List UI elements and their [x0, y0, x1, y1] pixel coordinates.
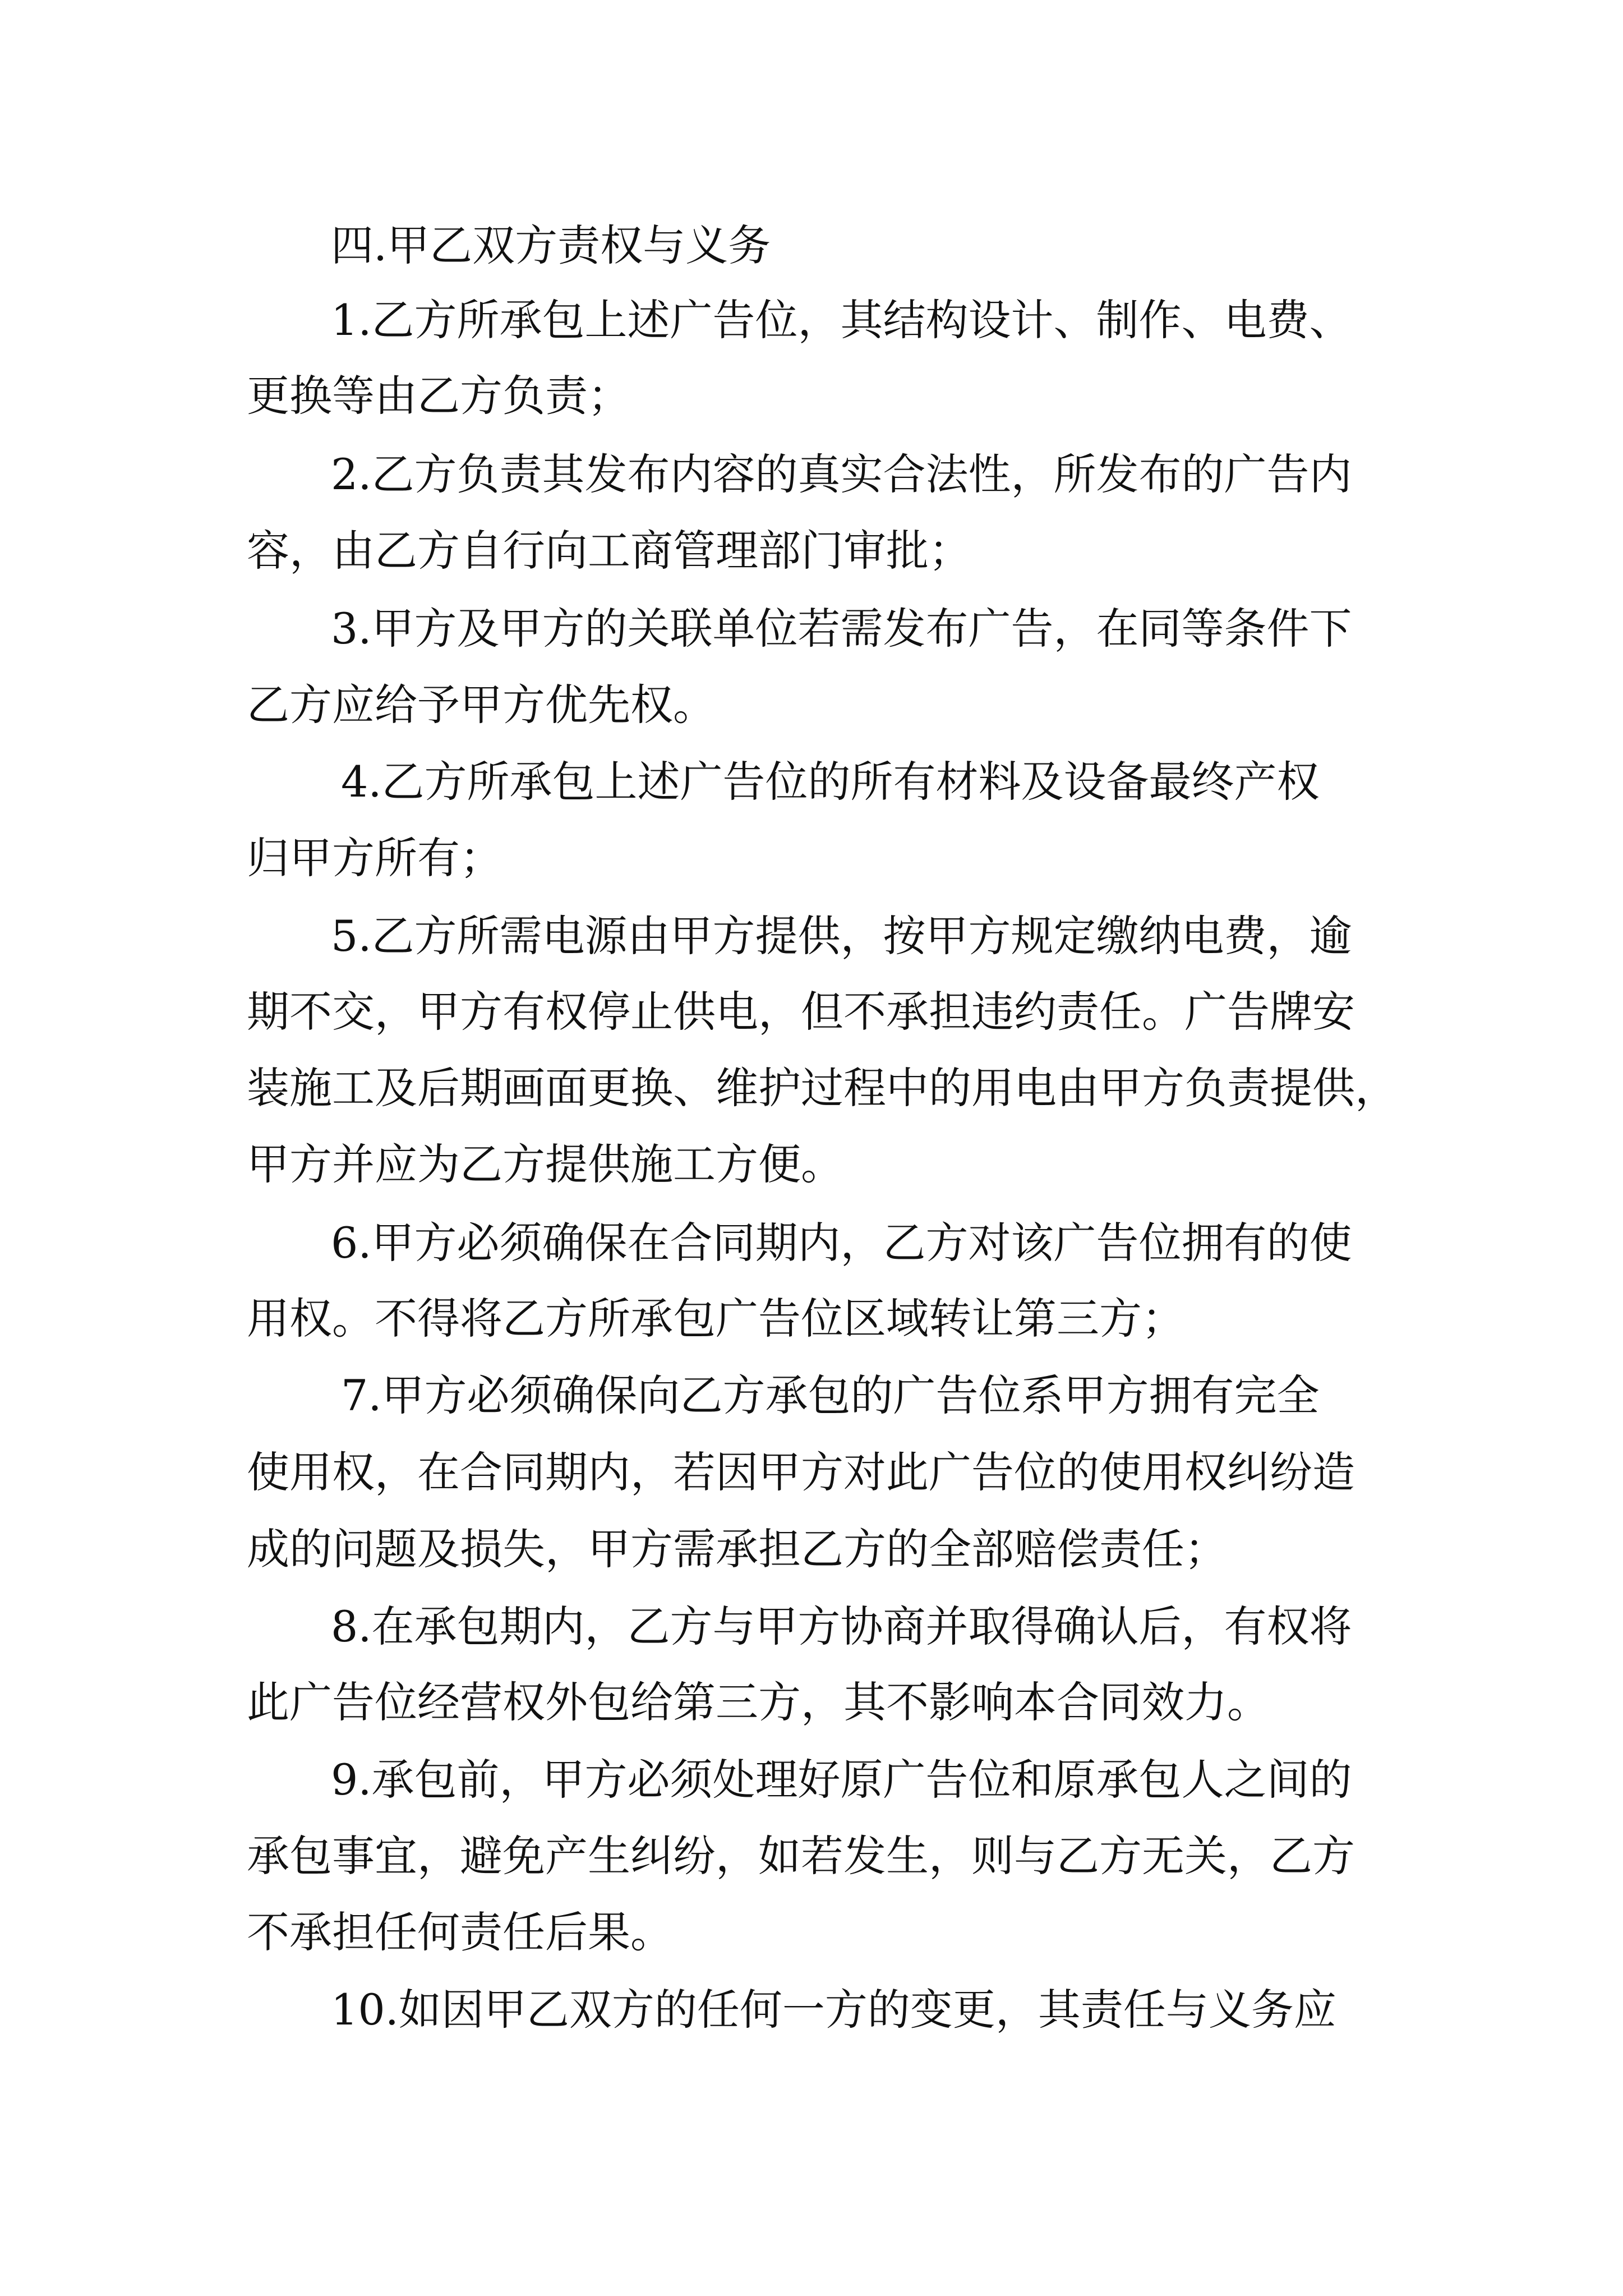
clause-1-text: 更换等由乙方负责；	[247, 371, 630, 421]
clause-3-text: 甲方及甲方的关联单位若需发布广告，在同等条件下	[371, 604, 1352, 654]
clause-6-text: 用权。不得将乙方所承包广告位区域转让第三方；	[247, 1294, 1184, 1343]
clause-10-text: 如因甲乙双方的任何一方的变更，其责任与义务应	[398, 1985, 1336, 2035]
clause-7-number: 7.	[341, 1370, 382, 1420]
clause-7-text: 成的问题及损失，甲方需承担乙方的全部赔偿责任；	[247, 1524, 1227, 1574]
clause-4-number: 4.	[341, 757, 382, 807]
clause-6-text: 甲方必须确保在合同期内，乙方对该广告位拥有的使	[371, 1218, 1352, 1268]
clause-5-line-2	[247, 987, 1355, 1037]
clause-7-line-3	[247, 1524, 1227, 1574]
clause-8-line-2	[247, 1677, 1270, 1727]
clause-5-line-1	[331, 911, 1352, 961]
clause-6-line-1	[331, 1218, 1352, 1268]
clause-1-line-2	[247, 371, 630, 421]
clause-7-text: 使用权，在合同期内，若因甲方对此广告位的使用权纠纷造	[247, 1447, 1355, 1497]
clause-9-text: 不承担任何责任后果。	[247, 1907, 673, 1957]
clause-4-line-2	[247, 833, 502, 883]
clause-3-line-2	[247, 680, 716, 730]
clause-4-line-1	[341, 757, 1320, 807]
clause-2-text: 容，由乙方自行向工商管理部门审批；	[247, 526, 971, 576]
clause-9-line-1	[331, 1755, 1352, 1805]
clause-5-text: 装施工及后期画面更换、维护过程中的用电由甲方负责提供，	[247, 1063, 1398, 1113]
clause-8-text: 在承包期内，乙方与甲方协商并取得确认后，有权将	[371, 1602, 1352, 1651]
clause-9-number: 9.	[331, 1755, 372, 1805]
section-heading	[331, 220, 771, 270]
clause-9-line-2	[247, 1831, 1355, 1881]
clause-9-text: 承包事宜，避免产生纠纷，如若发生，则与乙方无关，乙方	[247, 1831, 1355, 1881]
clause-1-number: 1.	[331, 295, 372, 345]
clause-5-line-3	[247, 1063, 1398, 1113]
clause-10-line-1	[331, 1985, 1336, 2035]
clause-7-line-2	[247, 1447, 1355, 1497]
clause-6-line-2	[247, 1294, 1184, 1343]
clause-2-line-1	[331, 449, 1352, 499]
clause-4-text: 乙方所承包上述广告位的所有材料及设备最终产权	[381, 757, 1320, 807]
section-heading-text: 四.甲乙双方责权与义务	[331, 220, 771, 270]
clause-1-line-1	[331, 295, 1352, 345]
clause-5-text: 乙方所需电源由甲方提供，按甲方规定缴纳电费，逾	[371, 911, 1352, 961]
clause-7-line-1	[341, 1370, 1320, 1420]
clause-1-text: 乙方所承包上述广告位，其结构设计、制作、电费、	[371, 295, 1352, 345]
clause-10-number: 10.	[331, 1985, 399, 2035]
clause-2-number: 2.	[331, 449, 372, 499]
clause-5-text: 期不交，甲方有权停止供电，但不承担违约责任。广告牌安	[247, 987, 1355, 1037]
clause-5-line-4	[247, 1139, 843, 1189]
clause-8-number: 8.	[331, 1602, 372, 1651]
clause-5-text: 甲方并应为乙方提供施工方便。	[247, 1139, 843, 1189]
clause-9-text: 承包前，甲方必须处理好原广告位和原承包人之间的	[371, 1755, 1352, 1805]
clause-2-text: 乙方负责其发布内容的真实合法性，所发布的广告内	[371, 449, 1352, 499]
clause-4-text: 归甲方所有；	[247, 833, 502, 883]
clause-3-text: 乙方应给予甲方优先权。	[247, 680, 716, 730]
clause-9-line-3	[247, 1907, 673, 1957]
clause-8-line-1	[331, 1602, 1352, 1651]
clause-6-number: 6.	[331, 1218, 372, 1268]
clause-2-line-2	[247, 526, 971, 576]
clause-5-number: 5.	[331, 911, 372, 961]
clause-3-number: 3.	[331, 604, 372, 654]
clause-8-text: 此广告位经营权外包给第三方，其不影响本合同效力。	[247, 1677, 1270, 1727]
clause-3-line-1	[331, 604, 1352, 654]
clause-7-text: 甲方必须确保向乙方承包的广告位系甲方拥有完全	[381, 1370, 1320, 1420]
